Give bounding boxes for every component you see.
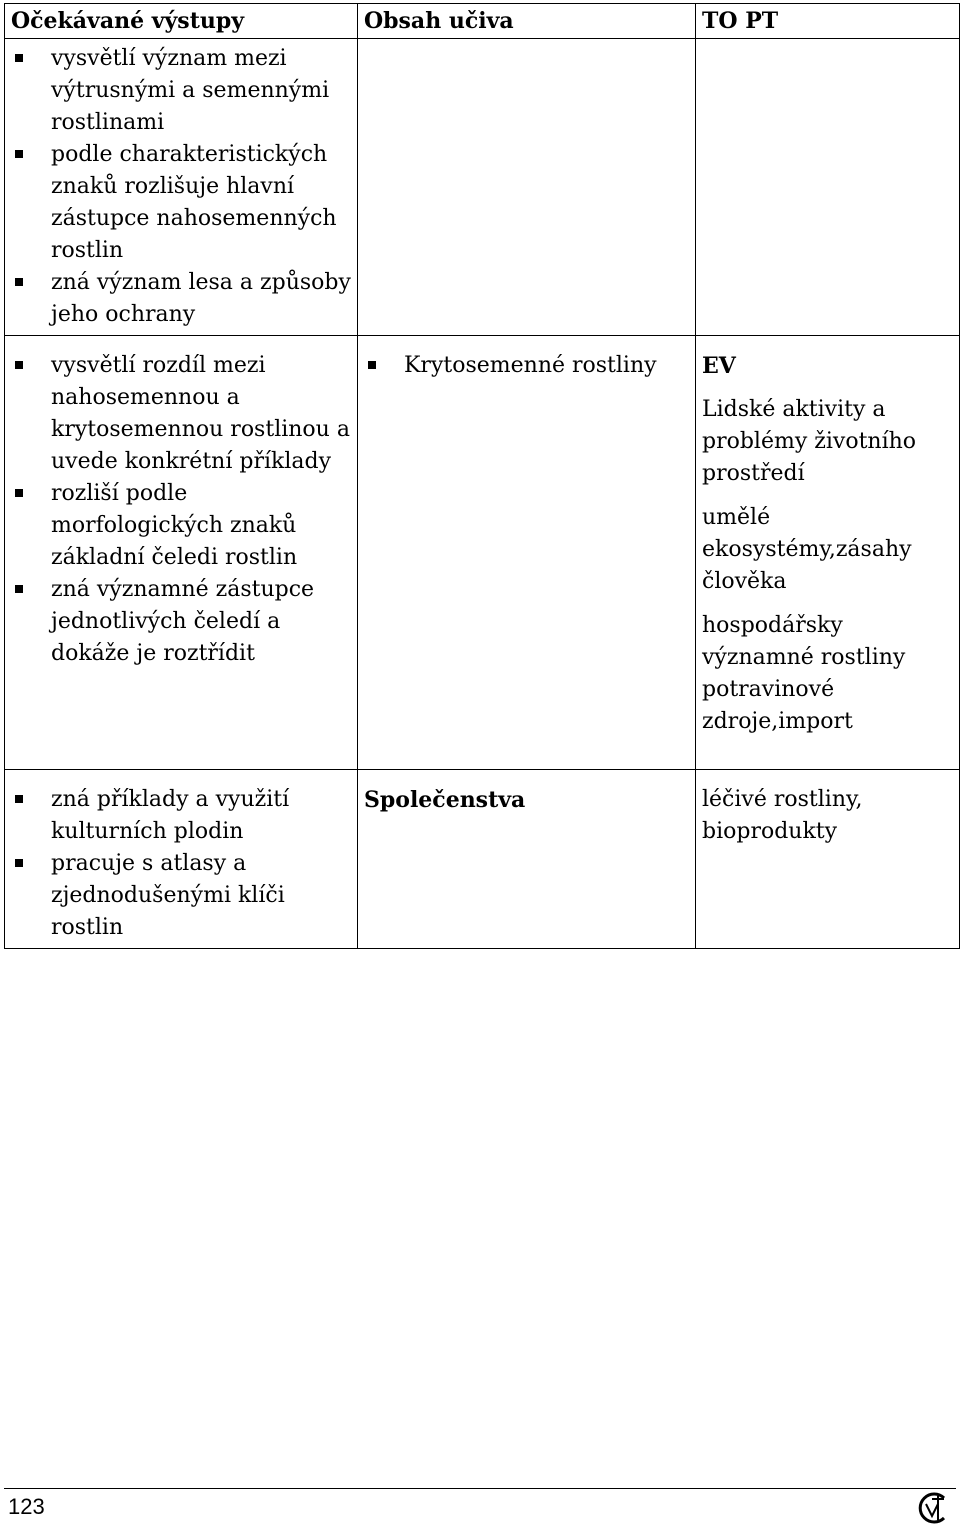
table-header-row: [5, 4, 960, 39]
topic-item: umělé ekosystémy,zásahy člověka: [702, 505, 912, 594]
outcome-item: vysvětlí význam mezi výtrusnými a semennými rostlinami: [11, 43, 351, 139]
outcomes-cell: [5, 39, 358, 336]
header-topics: TO PT: [696, 4, 960, 39]
school-logo-icon: [914, 1490, 950, 1526]
table-row: [5, 336, 960, 770]
topic-item: léčivé rostliny, bioprodukty: [702, 787, 863, 844]
outcome-item: pracuje s atlasy a zjednodušenými klíči rostlin: [11, 848, 351, 944]
outcome-item: vysvětlí rozdíl mezi nahosemennou a krytosemennou rostlinou a uvede konkrétní příklady: [11, 350, 351, 478]
content-cell: [358, 770, 696, 949]
outcomes-cell: [5, 336, 358, 770]
header-content: Obsah učiva: [358, 4, 696, 39]
outcome-item: zná významné zástupce jednotlivých čeledí a dokáže je roztřídit: [11, 574, 351, 670]
table-row: [5, 39, 960, 336]
outcome-item: podle charakteristických znaků rozlišuje hlavní zástupce nahosemenných rostlin: [11, 139, 351, 267]
content-cell: [358, 336, 696, 770]
outcome-item: rozliší podle morfologických znaků základní čeledi rostlin: [11, 478, 351, 574]
curriculum-table: [4, 3, 960, 949]
outcomes-cell: [5, 770, 358, 949]
footer-divider: [4, 1488, 956, 1489]
topics-cell: [696, 336, 960, 770]
table-row: [5, 770, 960, 949]
topic-label: EV: [702, 353, 736, 379]
topic-item: Lidské aktivity a problémy životního prostředí: [702, 397, 917, 486]
topics-cell: [696, 770, 960, 949]
header-outcomes: Očekávané výstupy: [5, 4, 358, 39]
page-number: 123: [8, 1494, 45, 1519]
outcome-item: zná příklady a využití kulturních plodin: [11, 784, 351, 848]
outcome-item: zná význam lesa a způsoby jeho ochrany: [11, 267, 351, 331]
content-cell: [358, 39, 696, 336]
content-item: Společenstva: [364, 787, 526, 813]
topic-item: hospodářsky významné rostliny potravinové zdroje,import: [702, 613, 906, 734]
content-item: Krytosemenné rostliny: [364, 350, 689, 382]
topics-cell: [696, 39, 960, 336]
